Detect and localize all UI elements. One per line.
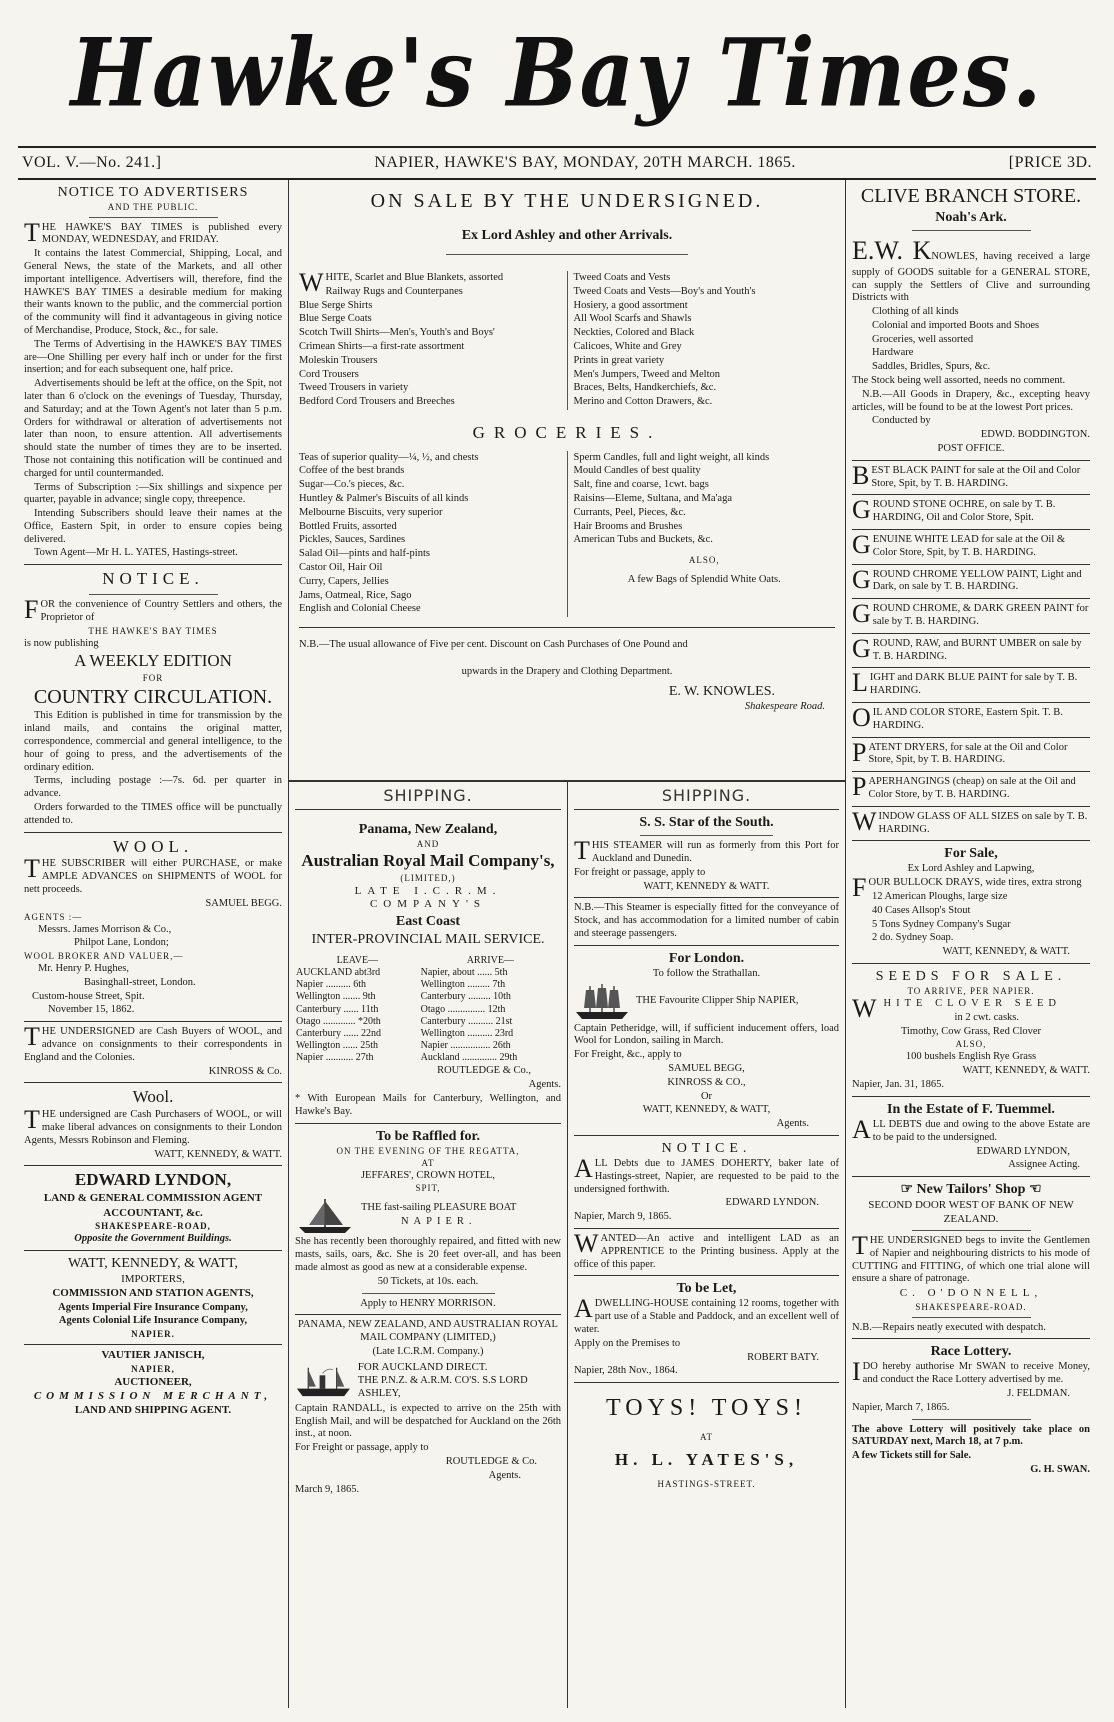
agents-line: Basinghall-street, London. [84,976,196,988]
table-row [295,979,561,991]
wkw-line: Agents Colonial Life Insurance Company, [58,1315,248,1327]
ewk-item: Saddles, Bridles, Spurs, &c. [872,361,991,373]
seeds-date: Napier, Jan. 31, 1865. [852,1079,945,1091]
table-cell: Napier ................ 26th [420,1040,511,1052]
columns [18,180,1096,1708]
table-row [295,1004,561,1016]
agents-line: Philpot Lane, London; [74,937,169,949]
agents-heading: AGENTS :— [24,911,83,922]
grocery-item: Curry, Capers, Jellies [299,575,389,587]
grocery-item: Teas of superior quality—¼, ½, and chests [299,451,479,463]
grocery-item: American Tubs and Buckets, &c. [573,534,713,546]
vj-line: NAPIER, [131,1363,175,1374]
ewk-paragraph: NOWLES, having received a large supply of GOODS suitable for a GENERAL STORE, can supply the Settlers of Clive and surrounding Districts with [852,250,1090,304]
star-nb: N.B.—This Steamer is especially fitted for the conveyance of Stock, and has accommodation for a limited number of cabin and steerage passengers. [574,902,839,939]
table-cell: Canterbury ......... 10th [420,991,511,1003]
table-cell: Canterbury ...... 11th [296,1003,379,1015]
sale-nb2: upwards in the Drapery and Clothing Department. [461,666,673,678]
seeds-line: in 2 cwt. casks. [954,1011,1019,1023]
table-cell: Napier .......... 6th [296,979,366,991]
london-line: Or [700,1090,713,1102]
raffle-line: ON THE EVENING OF THE REGATTA, [336,1145,520,1156]
wkw-line: IMPORTERS, [121,1272,185,1285]
drapery-list [299,267,835,410]
star-paragraph: For freight or passage, apply to [574,866,706,878]
wool-heading: WOOL. [112,836,194,856]
yates-address: HASTINGS-STREET. [657,1479,756,1490]
seeds-line: WHITE CLOVER SEED [852,994,1061,1024]
grocery-item: Jams, Oatmeal, Rice, Sago [299,589,412,601]
place-date: NAPIER, HAWKE'S BAY, MONDAY, 20TH MARCH. 1865. [374,154,796,171]
routledge-agents2: Agents. [528,1079,561,1091]
drapery-item: Hosiery, a good assortment [573,299,688,311]
wool2-heading: Wool. [132,1087,174,1107]
raffle-title: To be Raffled for. [376,1128,480,1144]
grocery-item: Salt, fine and coarse, 1cwt. bags [573,479,709,491]
london-line: Captain Petheridge, will, if sufficient inducement offers, load Wool for London, sailing in March. [574,1022,839,1047]
star-paragraph: THIS STEAMER will run as formerly from this Port for Auckland and Dunedin. [574,836,839,866]
oats-item: A few Bags of Splendid White Oats. [627,574,781,586]
notice-date: Napier, March 9, 1865. [574,1211,672,1223]
country-paragraph: Orders forwarded to the TIMES office will be punctually attended to. [24,802,282,826]
direct-line: FOR AUCKLAND DIRECT. [357,1360,488,1373]
lyndon-role2: ACCOUNTANT, &c. [103,1206,203,1219]
direct-line: Agents. [488,1469,521,1481]
race-paragraph: IDO hereby authorise Mr SWAN to receive Money, and conduct the Race Lottery advertised by me. [852,1357,1090,1387]
tailor-address: SHAKESPEARE-ROAD. [915,1301,1027,1312]
ewk-initials: E.W. K [852,235,932,265]
drapery-item: Cord Trousers [299,368,359,380]
grocery-item: Hair Brooms and Brushes [573,520,683,532]
raffle-boat-name: NAPIER. [400,1215,477,1227]
grocery-item: Bottled Fruits, assorted [299,520,397,532]
let-title: To be Let, [676,1281,737,1297]
grocery-item: Raisins—Eleme, Sultana, and Ma'aga [573,493,732,505]
volume-number: VOL. V.—No. 241.] [22,154,162,171]
drapery-item: Tweed Coats and Vests—Boy's and Youth's [573,285,756,297]
sale-address: Shakespeare Road. [744,700,825,712]
company-line: INTER-PROVINCIAL MAIL SERVICE. [311,931,545,947]
table-cell: Canterbury .......... 21st [420,1015,513,1027]
notice-paragraph: Town Agent—Mr H. L. YATES, Hastings-street. [34,547,238,559]
toys-heading: TOYS! TOYS! [605,1395,808,1422]
shipping-right [568,780,845,1708]
company-line: (LIMITED,) [400,872,456,883]
paint-ad: LIGHT and DARK BLUE PAINT for sale by T. B. HARDING. [852,668,1078,698]
grocery-item: Salad Oil—pints and half-pints [299,548,430,560]
notice-paragraph: is now publishing [24,637,99,649]
seeds-line: Timothy, Cow Grass, Red Clover [900,1025,1042,1037]
grocery-item: Coffee of the best brands [299,465,405,477]
grocery-item: Huntley & Palmer's Biscuits of all kinds [299,493,469,505]
groceries-list [299,451,835,618]
table-cell: Wellington ...... 25th [296,1040,378,1052]
london-line: To follow the Strathallan. [652,967,761,979]
drapery-item: Railway Rugs and Counterpanes [325,285,463,297]
notice-paragraph: The Terms of Advertising in the HAWKE'S BAY TIMES are—One Shilling per every half inch or under for the first insertion; and for each subsequent one, half price. [24,338,282,376]
race-title: Race Lottery. [930,1344,1012,1360]
for-label: FOR [142,673,164,684]
grocery-item: Currants, Peel, Pieces, &c. [573,506,686,518]
wkw-line: Agents Imperial Fire Insurance Company, [58,1301,248,1313]
forsale-signature: WATT, KENNEDY, & WATT. [942,946,1070,958]
wool2-signature: WATT, KENNEDY, & WATT. [154,1148,282,1160]
drapery-item: WHITE, Scarlet and Blue Blankets, assorted [299,267,504,297]
vj-line: LAND AND SHIPPING AGENT. [74,1404,232,1417]
tailor-paragraph: THE UNDERSIGNED begs to invite the Gentlemen of Napier and neighbouring districts to his mode of CUTTING and FITTING, of which one trial alone will ensure a share of patronage. [852,1231,1090,1285]
tailor-line: SECOND DOOR WEST OF BANK OF NEW ZEALAND. [868,1199,1074,1225]
seeds-title: SEEDS FOR SALE. [875,969,1067,985]
paint-ad: GENUINE WHITE LEAD for sale at the Oil & Color Store, Spit, by T. B. HARDING. [852,530,1066,560]
ewk-conducted: Conducted by [872,415,931,427]
tailor-signature: C. O'DONNELL, [899,1287,1043,1300]
paint-ad: BEST BLACK PAINT for sale at the Oil and Color Store, Spit, by T. B. HARDING. [852,460,1081,490]
direct-line: Captain RANDALL, is expected to arrive on the 25th with English Mail, and will be despatched for Auckland on the 26th inst., at noon. [295,1402,561,1440]
drapery-item: Blue Serge Coats [299,313,372,325]
country-paragraph: This Edition is published in time for transmission by the inland mails, and contains the original matter, correspondence, commercial and general intelligence, to the hour of going to press, and the advertisements of the ordinary edition. [24,710,282,773]
table-cell: Napier ........... 27th [296,1052,374,1064]
drapery-item: Bedford Cord Trousers and Breeches [299,396,455,408]
london-line: THE Favourite Clipper Ship NAPIER, [636,995,799,1007]
notice-paragraph: It contains the latest Commercial, Shipping, Local, and General News, the state of the Markets, and all other important intelligence. Advertisers will, therefore, find the HAWKE'S BAY TIMES a desirable medium for making their wants known to the public, and the commercial portion of the community will find it advantageous in giving notice of Merchandise, Produce, Stock, &c., for sale. [24,248,282,336]
vj-line: COMMISSION MERCHANT, [33,1389,273,1402]
notice-advertisers-sub: AND THE PUBLIC. [107,201,199,212]
paint-ad: PAPERHANGINGS (cheap) on sale at the Oil and Color Store, by T. B. HARDING. [852,772,1076,802]
grocery-item: English and Colonial Cheese [299,603,421,615]
raffle-line: SPIT, [415,1183,441,1194]
drapery-item: Merino and Cotton Drawers, &c. [573,396,713,408]
table-row [295,991,561,1003]
london-line: Agents. [776,1118,809,1130]
forsale-line: Ex Lord Ashley and Lapwing, [907,863,1035,875]
wkw-line: COMMISSION AND STATION AGENTS, [52,1287,254,1300]
table-cell: Auckland .............. 29th [420,1052,518,1064]
drapery-item: Calicoes, White and Grey [573,340,682,352]
company-line: AND [416,839,440,850]
direct-line: March 9, 1865. [295,1483,360,1495]
cash-signature: KINROSS & Co. [208,1065,282,1077]
london-line: SAMUEL BEGG, [668,1062,745,1074]
country-paragraph: Terms, including postage :—7s. 6d. per quarter in advance. [24,775,282,800]
seeds-line: ALSO, [955,1039,987,1050]
raffle-line: JEFFARES', CROWN HOTEL, [360,1169,496,1181]
wool-paragraph: THE SUBSCRIBER will either PURCHASE, or make AMPLE ADVANCES on SHIPMENTS of WOOL for nett proceeds. [24,854,282,895]
column-1 [18,180,288,1708]
direct-line: THE P.N.Z. & A.R.M. CO'S. S.S LORD ASHLEY, [357,1375,528,1399]
grocery-item: Castor Oil, Hair Oil [299,562,383,574]
grocery-item: Sugar—Co.'s pieces, &c. [299,479,405,491]
mail-note: * With European Mails for Canterbury, Wellington, and Hawke's Bay. [295,1093,561,1117]
notice-paragraph: FOR the convenience of Country Settlers and others, the Proprietor of [24,595,282,625]
notice-paper: THE HAWKE'S BAY TIMES [88,625,218,636]
lyndon-name: EDWARD LYNDON, [74,1170,232,1190]
shipping-left [289,780,567,1708]
table-row [295,1016,561,1028]
raffle-line: AT [421,1157,435,1168]
drapery-item: Neckties, Colored and Black [573,327,695,339]
vj-name: VAUTIER JANISCH, [101,1349,205,1362]
price: [PRICE 3D. [1008,154,1092,171]
shipping-heading: SHIPPING. [383,785,473,805]
grocery-item: Pickles, Sauces, Sardines [299,534,406,546]
table-cell: Otago ............... 12th [420,1003,506,1015]
let-paragraph: ADWELLING-HOUSE containing 12 rooms, together with part use of a Stable and Paddock, and an excellent well of water. [574,1294,839,1336]
paint-ad: WINDOW GLASS OF ALL SIZES on sale by T. B. HARDING. [852,806,1088,836]
direct-line: ROUTLEDGE & Co. [445,1455,537,1467]
grocery-item: Mould Candles of best quality [573,465,701,477]
paint-ad: GROUND CHROME YELLOW PAINT, Light and Dark, on sale by T. B. HARDING. [852,564,1082,594]
grocery-item: Sperm Candles, full and light weight, all kinds [573,451,770,463]
let-date: Napier, 28th Nov., 1864. [574,1365,678,1377]
race-signature: J. FELDMAN. [1007,1388,1070,1400]
sale-subtitle: Ex Lord Ashley and other Arrivals. [461,227,673,243]
routledge-agents: ROUTLEDGE & Co., [437,1065,531,1077]
forsale-title: For Sale, [944,846,998,862]
ewk-item: Clothing of all kinds [872,306,959,318]
estate-paragraph: ALL DEBTS due and owing to the above Estate are to be paid to the undersigned. [852,1114,1090,1144]
wanted-ad: WANTED—An active and intelligent LAD as an APPRENTICE to the Printing business. Apply at the office of this paper. [574,1229,839,1270]
notice-paragraph: Terms of Subscription :—Six shillings and sixpence per quarter, payable in advance; single copy, threepence. [24,481,282,506]
table-cell: Napier, about ...... 5th [420,966,508,978]
tailor-nb: N.B.—Repairs neatly executed with despatch. [852,1321,1046,1333]
sale-nb: N.B.—The usual allowance of Five per cent. Discount on Cash Purchases of One Pound and [299,639,688,651]
grocery-item: Melbourne Biscuits, very superior [299,506,443,518]
star-signature: WATT, KENNEDY & WATT. [643,880,770,892]
forsale-item: 40 Cases Allsop's Stout [872,904,971,916]
ewk-item: Groceries, well assorted [872,333,974,345]
table-cell: Otago ............. *20th [296,1015,381,1027]
ewk-nb: N.B.—All Goods in Drapery, &c., excepting heavy articles, will be found to be at the lowest Port prices. [852,388,1090,413]
forsale-item: 12 American Ploughs, large size [872,891,1008,903]
sailboat-icon [295,1195,355,1235]
panama-line: PANAMA, NEW ZEALAND, AND AUSTRALIAN ROYAL MAIL COMPANY (LIMITED,) [298,1319,558,1344]
arrive-header: ARRIVE— [466,954,514,966]
race-paragraph2: The above Lottery will positively take place on SATURDAY next, March 18, at 7 p.m. [852,1423,1090,1448]
ewk-item: Hardware [872,347,914,359]
newspaper-title: Hawke's Bay Times. [70,16,1044,128]
race-date: Napier, March 7, 1865. [852,1401,950,1413]
cash-paragraph: THE UNDERSIGNED are Cash Buyers of WOOL, and advance on consignments to their correspondents in England and the Colonies. [24,1022,282,1063]
drapery-item: Prints in great variety [573,354,665,366]
agents-line: November 15, 1862. [48,1004,135,1016]
agents-line: Custom-house Street, Spit. [32,990,145,1002]
table-cell: Wellington ......... 7th [420,979,506,991]
steamship-icon [295,1361,352,1401]
drapery-item: Blue Serge Shirts [299,299,373,311]
company-line: LATE I.C.R.M. COMPANY'S [354,884,502,911]
estate-signature2: Assignee Acting. [1008,1159,1080,1171]
direct-line: For Freight or passage, apply to [295,1442,429,1454]
panama-line: (Late I.C.R.M. Company.) [372,1345,484,1357]
drapery-item: Tweed Trousers in variety [299,382,409,394]
masthead [18,0,1096,146]
wkw-line: NAPIER. [131,1329,175,1340]
forsale-line: FOUR BULLOCK DRAYS, wide tires, extra strong [852,873,1082,903]
raffle-line: Apply to HENRY MORRISON. [360,1297,496,1309]
company-line: Australian Royal Mail Company's, [301,851,555,871]
agents-line: Messrs. James Morrison & Co., [38,923,172,935]
drapery-item: All Wool Scarfs and Shawls [573,313,692,325]
schedule-table [295,955,561,1065]
london-line: For Freight, &c., apply to [574,1049,682,1061]
paint-ad: GROUND CHROME, & DARK GREEN PAINT for sale by T. B. HARDING. [852,599,1089,629]
company-line: Panama, New Zealand, [358,822,498,838]
yates-name: H. L. YATES'S, [614,1450,799,1470]
race-signature2: G. H. SWAN. [1030,1464,1090,1476]
ewk-signature: EDWD. BODDINGTON. [980,429,1090,441]
raffle-line: THE fast-sailing PLEASURE BOAT [361,1202,517,1214]
sale-signature: E. W. KNOWLES. [668,683,775,699]
star-title: S. S. Star of the South. [639,815,774,831]
weekly-edition: A WEEKLY EDITION [74,651,232,671]
sale-title: ON SALE BY THE UNDERSIGNED. [370,189,764,212]
let-signature: ROBERT BATY. [747,1351,819,1363]
estate-title: In the Estate of F. Tuemmel. [887,1101,1055,1117]
london-line: WATT, KENNEDY, & WATT, [642,1104,771,1116]
notice-paragraph: Intending Subscribers should leave their names at the Office, Eastern Spit, in order to ensure copies being delivered. [24,508,282,545]
table-row [295,1028,561,1040]
forsale-item: 2 do. Sydney Soap. [872,932,954,944]
drapery-item: Tweed Coats and Vests [573,271,671,283]
wool-signature: SAMUEL BEGG. [205,897,282,909]
let-paragraph: Apply on the Premises to [574,1337,681,1349]
dateline [18,146,1096,180]
lyndon-role: LAND & GENERAL COMMISSION AGENT [43,1192,263,1205]
london-title: For London. [668,950,745,966]
table-cell: Wellington .......... 23rd [420,1027,514,1039]
notice-heading: NOTICE. [102,569,204,589]
drapery-item: Scotch Twill Shirts—Men's, Youth's and Boys' [299,327,495,339]
pointing-hand-icon: ☜ [1025,1182,1042,1198]
drapery-item: Moleskin Trousers [299,354,378,366]
notice-paragraph: THE HAWKE'S BAY TIMES is published every MONDAY, WEDNESDAY, and FRIDAY. [24,217,282,247]
london-line: KINROSS & CO., [667,1076,746,1088]
at-label: AT [700,1431,713,1442]
table-row [295,1052,561,1064]
seeds-line: TO ARRIVE, PER NAPIER. [907,986,1035,997]
table-cell: Wellington ....... 9th [296,991,376,1003]
column-4 [846,180,1096,1708]
clipper-ship-icon [574,982,630,1022]
notice-signature: EDWARD LYNDON. [725,1197,819,1209]
notice-paragraph: ALL Debts due to JAMES DOHERTY, baker late of Hastings-street, Napier, are requested to be paid to the undersigned forthwith. [574,1154,839,1195]
also-label: ALSO, [688,555,720,566]
table-cell: AUCKLAND abt3rd [296,966,381,978]
ewk-paragraph: The Stock being well assorted, needs no comment. [852,375,1066,387]
table-row [295,1040,561,1052]
pointing-hand-icon: ☞ [900,1182,917,1198]
table-cell: Canterbury ...... 22nd [296,1027,381,1039]
seeds-line: 100 bushels English Rye Grass [905,1051,1037,1063]
drapery-item: Crimean Shirts—a first-rate assortment [299,340,465,352]
tailor-title: New Tailors' Shop [916,1182,1026,1198]
groceries-heading: GROCERIES. [472,422,662,442]
paint-ad: OIL AND COLOR STORE, Eastern Spit. T. B. HARDING. [852,703,1063,733]
estate-signature: EDWARD LYNDON, [976,1145,1070,1157]
lyndon-address: SHAKESPEARE-ROAD, [95,1220,211,1231]
paint-ad: GROUND, RAW, and BURNT UMBER on sale by T. B. HARDING. [852,633,1082,663]
table-row [295,967,561,979]
paint-ad: GROUND STONE OCHRE, on sale by T. B. HARDING, Oil and Color Store, Spit. [852,495,1056,525]
notice-heading: NOTICE. [661,1140,752,1156]
notice-paragraph: Advertisements should be left at the office, on the Spit, not later than 6 o'clock on the evenings of Tuesday, Thursday, and Saturday; and at the Town Agent's not later than 5 p.m. Orders for withdrawal or alteration of advertisements not later than noon, to ensure attention. All advertisements should state the number of times they are to be inserted. Those not containing this notification will be continued and charged for until countermanded. [24,378,282,479]
drapery-item: Braces, Belts, Handkerchiefs, &c. [573,382,717,394]
post-office: POST OFFICE. [937,443,1005,455]
raffle-line: 50 Tickets, at 10s. each. [377,1275,479,1287]
raffle-line: She has recently been thoroughly repaired, and fitted with new masts, sails, oars, &c. She is 20 feet over-all, and has been made almost as good as new at a considerable expense. [295,1236,561,1273]
agents-line: WOOL BROKER AND VALUER,— [24,951,184,962]
wool2-paragraph: THE undersigned are Cash Purchasers of WOOL, or will make liberal advances on consignments to their London Agents, Messrs Robinson and Fleming. [24,1105,282,1146]
ewk-item: Colonial and imported Boots and Shoes [872,319,1040,331]
wkw-name: WATT, KENNEDY, & WATT, [67,1255,239,1271]
shipping-heading: SHIPPING. [661,785,752,805]
race-paragraph3: A few Tickets still for Sale. [852,1450,971,1462]
clive-title: CLIVE BRANCH STORE. [860,184,1082,207]
drapery-item: Men's Jumpers, Tweed and Melton [573,368,720,380]
notice-advertisers-title: NOTICE TO ADVERTISERS [57,184,249,200]
leave-header: LEAVE— [336,954,379,966]
company-line: East Coast [395,913,461,929]
vj-line: AUCTIONEER, [114,1375,192,1388]
agents-line: Mr. Henry P. Hughes, [38,963,129,975]
paint-ad: PATENT DRYERS, for sale at the Oil and Color Store, Spit, by T. B. HARDING. [852,737,1068,767]
lyndon-address2: Opposite the Government Buildings. [74,1232,232,1244]
seeds-signature: WATT, KENNEDY, & WATT. [962,1065,1090,1077]
country-circulation: COUNTRY CIRCULATION. [33,686,273,709]
noah-subtitle: Noah's Ark. [935,209,1007,225]
forsale-item: 5 Tons Sydney Company's Sugar [872,918,1011,930]
